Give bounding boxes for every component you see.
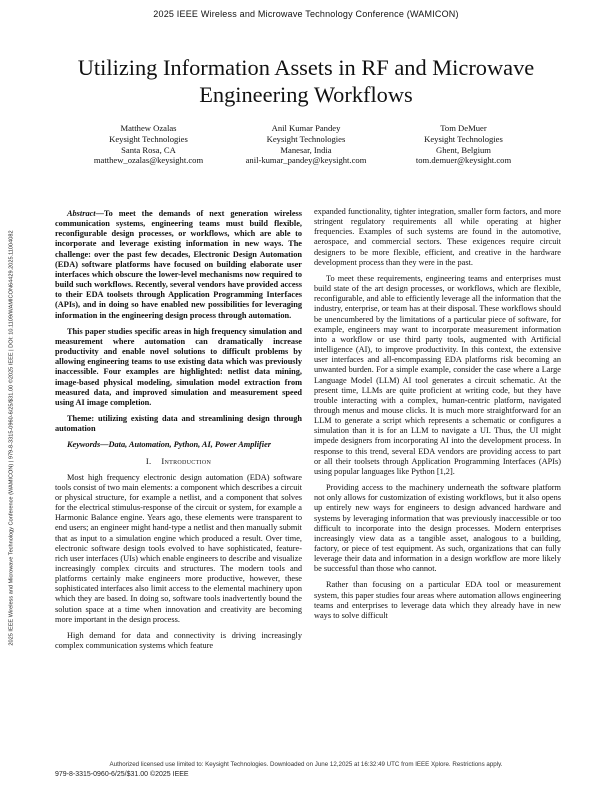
- author-affiliation: Keysight Technologies: [266, 133, 346, 144]
- author-location: Manesar, India: [280, 144, 332, 155]
- author-affiliation: Keysight Technologies: [424, 133, 503, 144]
- body-paragraph: To meet these requirements, engineering teams and enterprises must build state of the art design processes, or workflows, which are flexible, reconfigurable, and able to efficiently leverage all the information that the industry, enterprise, or team has at their disposal. These workflows should be unencumbered by the limitations of a particular piece of software, for example, engineers may want to incorporate measurement information into a workflow or use third party tools, augmented with Artificial intelligence (AI), to improve productivity. In this context, the extensive user interfaces and all-encompassing EDA platforms risk becoming an unwanted burden. For a simple example, consider the case where a Large Language Model (LLM) AI tool generates a circuit schematic. At the present time, LLMs are quite proficient at writing code, but they have trouble interacting with a complex, human-centric platform, navigated through menus and mouse clicks. It is much more straightforward for an LLM to generate a script which represents a schematic or configures a simulation than it is for an LLM to navigate a UI. Thus, the UI might impede designers from incorporating AI into the development process. In response to this trend, several EDA vendors are providing access to part or all their toolsets through Application Programming Interfaces (APIs) using popular languages like Python [1,2].: [314, 273, 561, 476]
- paper-title: Utilizing Information Assets in RF and Microwave Engineering Workflows: [77, 55, 535, 107]
- author-location: Santa Rosa, CA: [121, 144, 176, 155]
- section-title: Introduction: [161, 456, 212, 467]
- abstract-label: Abstract: [67, 209, 96, 218]
- author-2: [228, 123, 385, 166]
- keywords: Keywords—Data, Automation, Python, AI, Power Amplifier: [67, 440, 271, 450]
- author-affiliation: Keysight Technologies: [109, 133, 188, 144]
- body-paragraph: Most high frequency electronic design automation (EDA) software tools consist of two main elements: a component which describes a circuit or physical structure, for example a netlist, and a component that solves for the electrical stimulus-response of the circuit or system, for example a Harmonic Balance engine. Years ago, these elements were transparent to end users; an engineer might hand-type a netlist and then manually submit that as input to a simulation engine which produced a result. Over time, electronic software design tools evolved to have sophisticated, feature-rich user interfaces (UIs) which enable engineers to describe and visualize increasingly complex circuits and structures. The modern tools and platforms certainly make engineers more productive, however, these sophisticated interfaces also limit access to the elemental machinery upon which they are based. In doing so, software tools inadvertently bound the solution space at a time when innovation and creativity are becoming more important in the design process.: [55, 472, 302, 624]
- body-paragraph: Providing access to the machinery underneath the software platform not only allows for customization of existing workflows, but it also opens up entirely new ways for engineers to design advanced hardware and systems by leveraging information that was previously inaccessible or too difficult to incorporate into the design processes. Modern enterprises increasingly view data as a tangible asset, analogous to a building, factory, or piece of test equipment. As such, organizations that can fully leverage their data and information in a design workflow are more likely be successful than those who cannot.: [314, 483, 561, 574]
- keywords-text: Data, Automation, Python, AI, Power Amplifier: [108, 440, 271, 450]
- author-name: Tom DeMuer: [440, 123, 487, 133]
- abstract-theme: Theme: utilizing existing data and streamlining design through automation: [55, 413, 302, 434]
- abstract-paragraph-2: This paper studies specific areas in high frequency simulation and measurement where automation can dramatically increase productivity and enable novel solutions to difficult problems by allowing engineering teams to use existing data which was previously inaccessible. Four examples are highlighted: netlist data mining, image-based physical modeling, simulation model extraction from measured data, and improved simulation and measurement speed using AI image completion.: [55, 326, 302, 407]
- left-column: [55, 209, 302, 657]
- author-name: Matthew Ozalas: [120, 123, 177, 133]
- section-numeral: I.: [145, 456, 152, 467]
- body-paragraph: expanded functionality, tighter integration, smaller form factors, and more stringent regulatory requirements all while operating at higher frequencies. Examples of such systems are found in the automotive, aerospace, and commercial sectors. These exigences require circuit designers to be more flexible, efficient, and creative in the hardware development process than they were in the past.: [314, 207, 561, 267]
- body-paragraph: High demand for data and connectivity is driving increasingly complex communication systems which feature: [55, 630, 302, 651]
- side-identifier-text: 2025 IEEE Wireless and Microwave Technology Conference (WAMICON) | 979-8-3315-0960-6/25/$31.00 ©2025 IEEE | DOI: 10.1109/WAMICON64429.2025.11004082: [9, 230, 15, 646]
- abstract-paragraph: Abstract—To meet the demands of next generation wireless communication systems, engineering teams must build flexible, reconfigurable design processes, or workflows, which are able to incorporate and leverage existing information in new ways. The challenge: over the past few decades, Electronic Design Automation (EDA) software platforms have focused on building elaborate user interfaces which obscure the lower-level mechanisms now required to build such workflows. Recently, several vendors have provided access to their EDA toolsets through Application Programming Interfaces (APIs), and in doing so have enabled new possibilities for leveraging information in the engineering design process through automation.: [55, 209, 302, 320]
- author-email: matthew_ozalas@keysight.com: [93, 155, 204, 166]
- license-footer: Authorized licensed use limited to: Keysight Technologies. Downloaded on June 12,2025 at 16:32:49 UTC from IEEE Xplore. Restrictions apply.: [109, 761, 503, 768]
- copyright-footer: 979-8-3315-0960-6/25/$31.00 ©2025 IEEE: [55, 771, 189, 778]
- keywords-label: Keywords: [67, 440, 101, 450]
- author-1: [70, 123, 227, 166]
- right-column: [314, 207, 561, 627]
- author-email: anil-kumar_pandey@keysight.com: [245, 155, 367, 166]
- author-name: Anil Kumar Pandey: [271, 123, 341, 133]
- body-paragraph: Rather than focusing on a particular EDA tool or measurement system, this paper studies four areas where automation allows engineering teams and enterprises to leverage data which they already have in new ways to solve difficult: [314, 580, 561, 620]
- section-heading: [55, 456, 302, 466]
- abstract-text: To meet the demands of next generation wireless communication systems, engineering teams must build flexible, reconfigurable design processes, or workflows, which are able to incorporate and leverage existing information in new ways. The challenge: over the past few decades, Electronic Design Automation (EDA) software platforms have focused on building elaborate user interfaces which obscure the lower-level mechanisms now required to build such workflows. Recently, several vendors have provided access to their EDA toolsets through Application Programming Interfaces (APIs), and in doing so have enabled new possibilities for leveraging information in the engineering design process through automation.: [55, 209, 302, 320]
- author-email: tom.demuer@keysight.com: [415, 155, 512, 166]
- side-identifier: [2, 178, 22, 698]
- author-location: Ghent, Belgium: [436, 144, 491, 155]
- author-3: [385, 123, 542, 166]
- author-block: [70, 123, 542, 166]
- conference-header: 2025 IEEE Wireless and Microwave Technology Conference (WAMICON): [153, 9, 459, 19]
